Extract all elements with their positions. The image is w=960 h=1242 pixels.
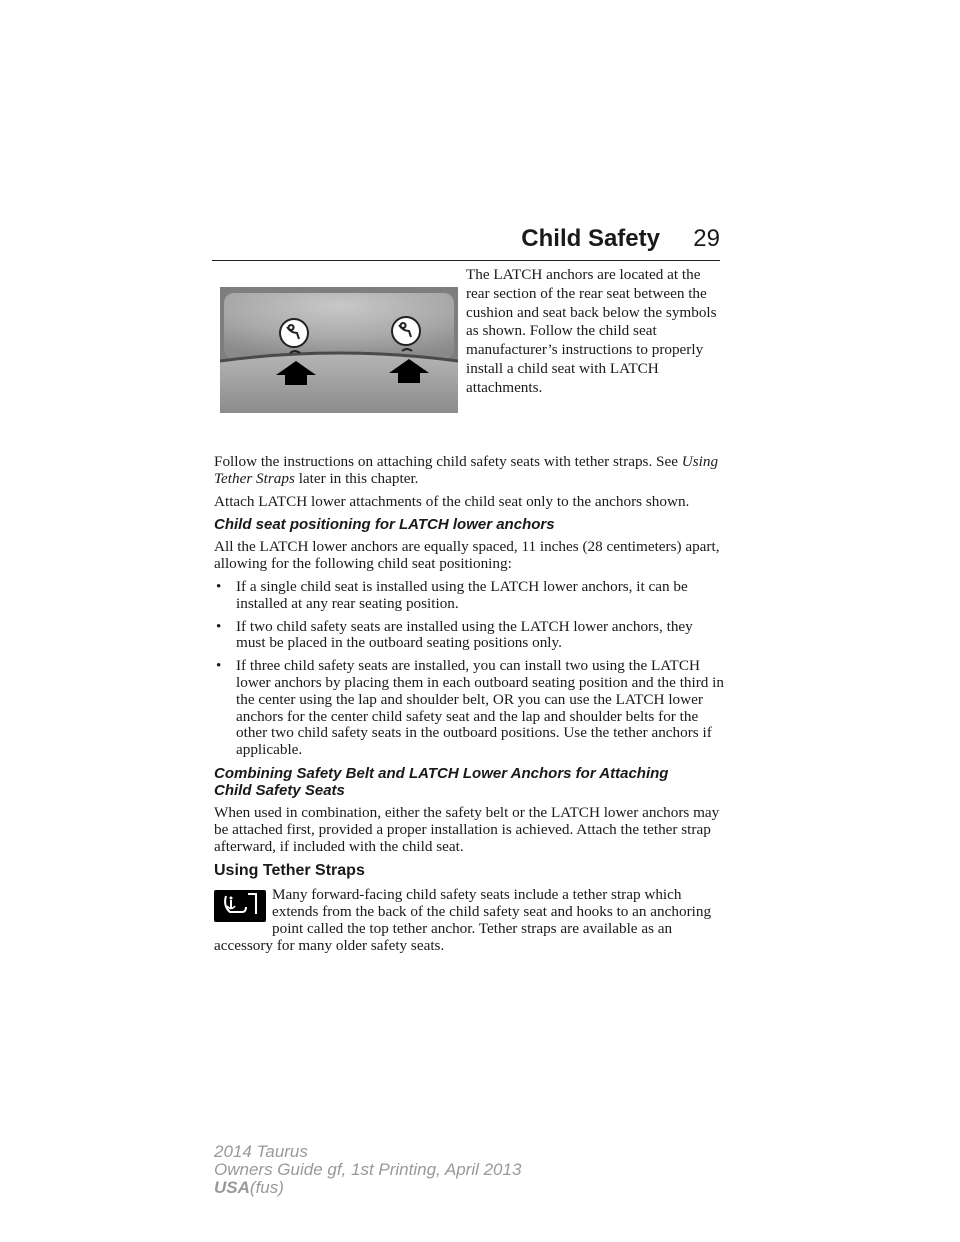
footer-edition: Owners Guide gf, 1st Printing, April 2013 xyxy=(214,1160,522,1179)
seat-illustration xyxy=(220,287,458,413)
list-item: • If three child safety seats are installed, you can install two using the LATCH lower anchors by placing them in each outboard seating position and the third in the center using the lap and shoulder belt, OR you can use the LATCH lower anchors for the center child safety seat and the lap and shoulder belts for the other two child safety seats in the outboard positions. Use the tether anchors if applicable. xyxy=(216,657,724,759)
tether-anchor-icon xyxy=(214,890,266,922)
list-item: • If two child safety seats are installed using the LATCH lower anchors, they must be placed in the outboard seating positions only. xyxy=(216,617,693,652)
footer-market: USA(fus) xyxy=(214,1178,284,1197)
page-header xyxy=(212,224,720,261)
chapter-title: Child Safety xyxy=(521,225,660,252)
page-number: 29 xyxy=(693,225,720,252)
cross-reference: Using Tether Straps xyxy=(214,453,719,487)
latch-anchor-symbol-icon xyxy=(280,319,308,347)
latch-anchor-figure xyxy=(220,287,458,413)
subheading-combining: Combining Safety Belt and LATCH Lower Anchors for Attaching Child Safety Seats xyxy=(214,764,669,799)
intro-paragraph: The LATCH anchors are located at the rear section of the rear seat between the cushion and seat back below the symbols as shown. Follow the child seat manufacturer’s instructions to properly install a child seat with LATCH attachments. xyxy=(466,266,717,396)
latch-anchor-symbol-icon xyxy=(392,317,420,345)
list-item: • If a single child seat is installed using the LATCH lower anchors, it can be installed at any rear seating position. xyxy=(216,577,688,612)
combining-paragraph: When used in combination, either the safety belt or the LATCH lower anchors may be attached first, provided a proper installation is achieved. Attach the tether strap afterward, if included with the child seat. xyxy=(214,803,720,855)
page-footer xyxy=(214,1143,521,1197)
positioning-intro: All the LATCH lower anchors are equally spaced, 11 inches (28 centimeters) apart, allowing for the following child seat positioning: xyxy=(214,538,720,573)
main-content xyxy=(214,454,726,955)
tether-paragraph: Many forward-facing child safety seats include a tether strap which extends from the back of the child safety seat and hooks to an anchoring point called the top tether anchor. Tether straps are available as an accessory for many older safety seats. xyxy=(214,886,712,954)
positioning-list xyxy=(214,579,726,759)
subheading-positioning: Child seat positioning for LATCH lower anchors xyxy=(214,516,555,534)
heading-using-tether-straps: Using Tether Straps xyxy=(214,862,365,880)
footer-model: 2014 Taurus xyxy=(214,1142,308,1161)
attach-paragraph: Attach LATCH lower attachments of the child seat only to the anchors shown. xyxy=(214,492,690,510)
tether-reference-paragraph: Follow the instructions on attaching child safety seats with tether straps. See Using Tether Straps later in this chapter. xyxy=(214,453,719,487)
